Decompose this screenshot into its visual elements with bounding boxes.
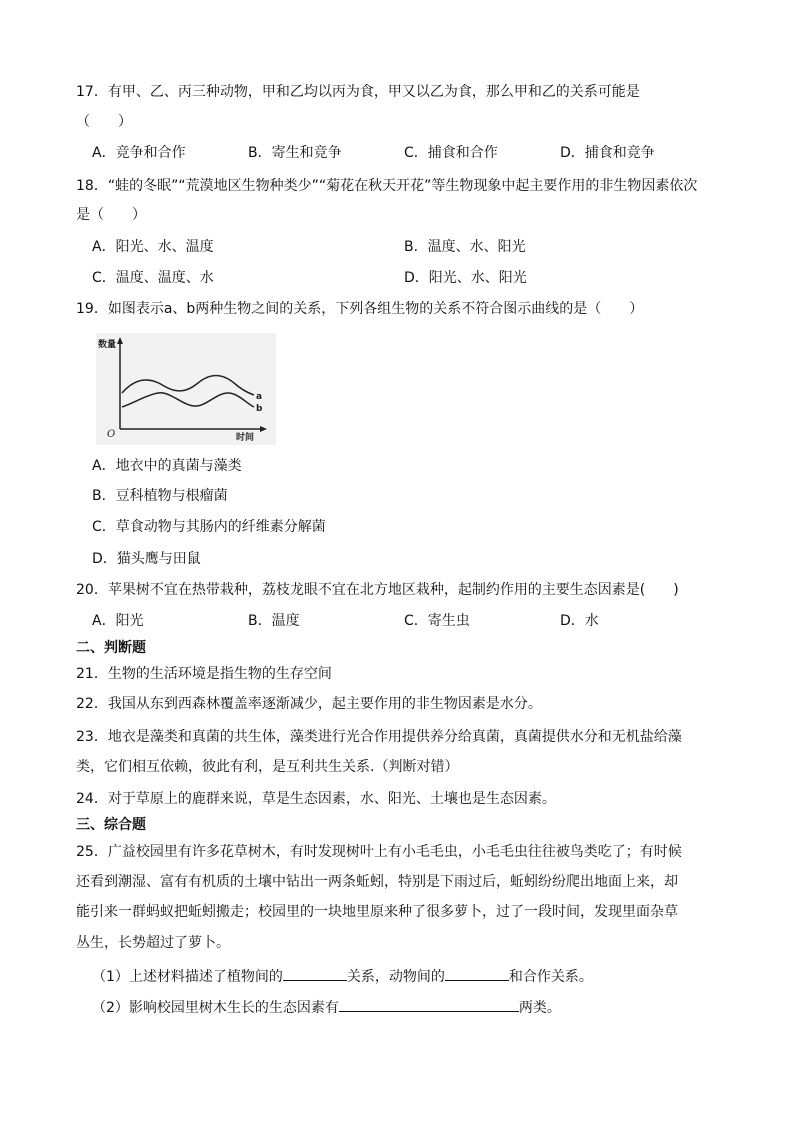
relationship-graph	[96, 333, 276, 445]
q19-option-c: C．草食动物与其肠内的纤维素分解菌	[92, 519, 326, 535]
question-25-line-3: 能引来一群蚂蚁把蚯蚓搬走；校园里的一块地里原来种了很多萝卜，过了一段时间，发现里面杂草	[76, 904, 678, 920]
y-axis-label: 数量	[98, 340, 117, 350]
section-comprehensive-heading: 三、综合题	[76, 817, 146, 833]
answer-blank-ecological-factors[interactable]	[339, 997, 519, 1012]
q20-option-b: B．温度	[248, 613, 300, 629]
q20-option-c: C．寄生虫	[404, 613, 470, 629]
question-25-line-1: 25．广益校园里有许多花草树木，有时发现树叶上有小毛毛虫，小毛毛虫往往被鸟类吃了；有时候	[76, 844, 682, 860]
q18-option-d: D．阳光、水、阳光	[404, 270, 527, 286]
answer-blank-animal-relation[interactable]	[445, 966, 509, 981]
question-25-sub-2	[92, 997, 561, 1018]
sub-1-text-a: （1）上述材料描述了植物间的	[92, 969, 283, 985]
question-24: 24．对于草原上的鹿群来说，草是生态因素，水、阳光、土壤也是生态因素。	[76, 791, 556, 807]
question-17-answer-paren: （ ）	[76, 114, 132, 130]
sub-1-text-b: 关系，动物间的	[346, 969, 445, 985]
question-22: 22．我国从东到西森林覆盖率逐渐减少，起主要作用的非生物因素是水分。	[76, 696, 542, 712]
q17-option-d: D．捕食和竞争	[560, 145, 655, 161]
q19-option-d: D．猫头鹰与田鼠	[92, 551, 201, 567]
q19-option-a: A．地衣中的真菌与藻类	[92, 458, 242, 474]
q17-option-b: B．寄生和竞争	[248, 145, 342, 161]
q17-option-a: A．竞争和合作	[92, 145, 186, 161]
x-axis-label: 时间	[236, 433, 255, 443]
q20-option-d: D．水	[560, 613, 599, 629]
q20-option-a: A．阳光	[92, 613, 144, 629]
section-true-false-heading: 二、判断题	[76, 640, 146, 656]
curve-a	[122, 376, 254, 396]
origin-label: O	[107, 429, 116, 440]
question-17-stem: 17．有甲、乙、丙三种动物，甲和乙均以丙为食，甲又以乙为食，那么甲和乙的关系可能是	[76, 84, 640, 100]
question-25-sub-1	[92, 966, 593, 987]
curve-b-label: b	[256, 404, 263, 414]
sub-2-text-a: （2）影响校园里树木生长的生态因素有	[92, 1000, 339, 1016]
question-23-line-1: 23．地衣是藻类和真菌的共生体，藻类进行光合作用提供养分给真菌，真菌提供水分和无机盐给藻	[76, 729, 682, 745]
curve-b	[122, 393, 254, 407]
sub-1-text-c: 和合作关系。	[508, 969, 593, 985]
q18-option-c: C．温度、温度、水	[92, 270, 214, 286]
question-23-line-2: 类，它们相互依赖，彼此有利，是互利共生关系.（判断对错）	[76, 759, 459, 775]
question-20-stem: 20．苹果树不宜在热带栽种，荔枝龙眼不宜在北方地区栽种，起制约作用的主要生态因素是( )	[76, 582, 679, 598]
q18-option-a: A．阳光、水、温度	[92, 239, 214, 255]
q17-option-c: C．捕食和合作	[404, 145, 498, 161]
relationship-graph-figure	[96, 333, 276, 445]
q19-option-b: B．豆科植物与根瘤菌	[92, 488, 228, 504]
answer-blank-plant-relation[interactable]	[283, 966, 347, 981]
question-19-stem: 19．如图表示a、b两种生物之间的关系，下列各组生物的关系不符合图示曲线的是（ ）	[76, 301, 644, 317]
question-18-stem-continued: 是（ ）	[76, 207, 146, 223]
question-18-stem: 18．“蛙的冬眠”“荒漠地区生物种类少”“菊花在秋天开花”等生物现象中起主要作用的非生物因素依次	[76, 178, 698, 194]
question-25-line-4: 丛生，长势超过了萝卜。	[76, 935, 230, 951]
curve-a-label: a	[256, 392, 263, 402]
question-21: 21．生物的生活环境是指生物的生存空间	[76, 666, 332, 682]
q18-option-b: B．温度、水、阳光	[404, 239, 526, 255]
question-25-line-2: 还看到潮湿、富有有机质的土壤中钻出一两条蚯蚓，特别是下雨过后，蚯蚓纷纷爬出地面上来，却	[76, 874, 678, 890]
sub-2-text-b: 两类。	[518, 1000, 561, 1016]
